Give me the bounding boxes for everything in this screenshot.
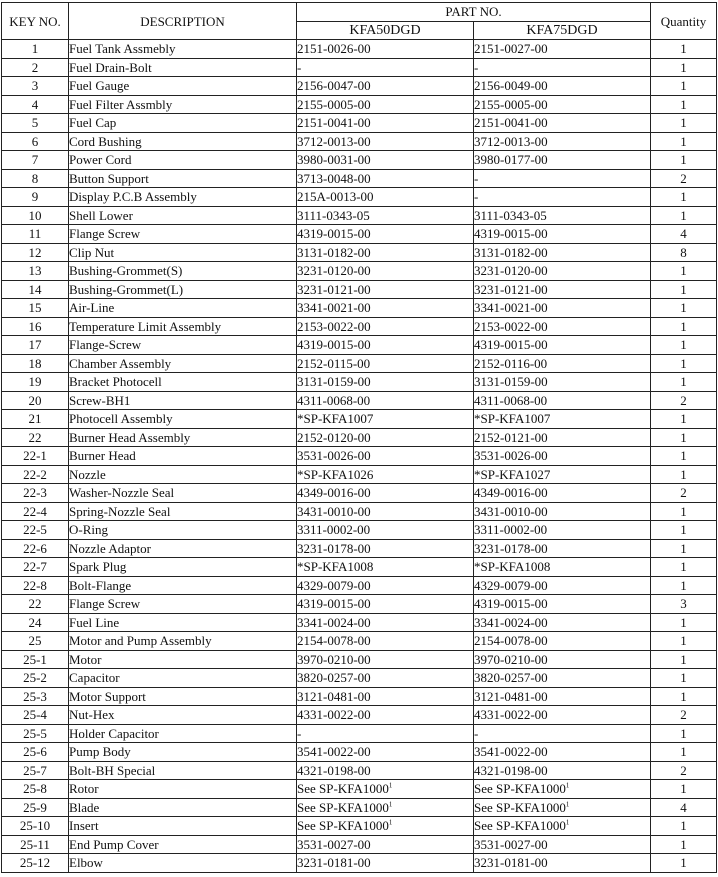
key-no-cell: 18 [2, 354, 69, 373]
table-row [2, 132, 717, 151]
key-no-cell: 22-3 [2, 484, 69, 503]
quantity-cell: 1 [651, 650, 717, 669]
part-no-b-cell: 4349-0016-00 [474, 484, 651, 503]
key-no-cell: 3 [2, 77, 69, 96]
table-row [2, 280, 717, 299]
key-no-cell: 22-1 [2, 447, 69, 466]
footnote-marker: 1 [565, 800, 570, 809]
quantity-cell: 2 [651, 706, 717, 725]
description-cell: Clip Nut [69, 243, 297, 262]
part-no-b-cell: 3231-0121-00 [474, 280, 651, 299]
part-no-a-cell: - [297, 58, 474, 77]
quantity-cell: 1 [651, 521, 717, 540]
key-no-cell: 25-11 [2, 835, 69, 854]
header-model-a: KFA50DGD [297, 21, 474, 40]
description-cell: Bolt-Flange [69, 576, 297, 595]
part-no-a-cell: 3231-0181-00 [297, 854, 474, 873]
key-no-cell: 12 [2, 243, 69, 262]
quantity-cell: 2 [651, 484, 717, 503]
part-no-a-cell: See SP-KFA1000$^1$ [297, 817, 474, 836]
table-row [2, 40, 717, 59]
part-no-a-cell: 2151-0026-00 [297, 40, 474, 59]
quantity-cell: 1 [651, 410, 717, 429]
quantity-cell: 1 [651, 114, 717, 133]
table-row [2, 650, 717, 669]
key-no-cell: 25-7 [2, 761, 69, 780]
part-no-b-cell: 2151-0027-00 [474, 40, 651, 59]
key-no-cell: 24 [2, 613, 69, 632]
quantity-cell: 4 [651, 225, 717, 244]
part-no-a-cell: 3131-0182-00 [297, 243, 474, 262]
key-no-cell: 22-2 [2, 465, 69, 484]
table-row [2, 669, 717, 688]
quantity-cell: 1 [651, 354, 717, 373]
quantity-cell: 1 [651, 262, 717, 281]
part-no-a-cell: 4319-0015-00 [297, 336, 474, 355]
part-no-b-cell: 2155-0005-00 [474, 95, 651, 114]
part-no-a-cell: 2156-0047-00 [297, 77, 474, 96]
quantity-cell: 1 [651, 558, 717, 577]
description-cell: Flange Screw [69, 225, 297, 244]
quantity-cell: 1 [651, 58, 717, 77]
description-cell: Temperature Limit Assembly [69, 317, 297, 336]
part-no-b-cell: - [474, 169, 651, 188]
part-no-a-cell: 3231-0120-00 [297, 262, 474, 281]
key-no-cell: 20 [2, 391, 69, 410]
table-row [2, 502, 717, 521]
table-row [2, 58, 717, 77]
parts-list-table [1, 2, 717, 873]
part-no-b-cell: 4311-0068-00 [474, 391, 651, 410]
part-no-b-cell: 3980-0177-00 [474, 151, 651, 170]
part-no-a-cell: 2153-0022-00 [297, 317, 474, 336]
quantity-cell: 1 [651, 743, 717, 762]
part-no-b-cell: 2153-0022-00 [474, 317, 651, 336]
part-no-b-cell: 3531-0026-00 [474, 447, 651, 466]
quantity-cell: 2 [651, 169, 717, 188]
description-cell: Nozzle Adaptor [69, 539, 297, 558]
part-no-b-cell: 3541-0022-00 [474, 743, 651, 762]
quantity-cell: 1 [651, 539, 717, 558]
description-cell: Air-Line [69, 299, 297, 318]
header-description: DESCRIPTION [69, 3, 297, 40]
key-no-cell: 25-2 [2, 669, 69, 688]
table-row [2, 465, 717, 484]
description-cell: O-Ring [69, 521, 297, 540]
key-no-cell: 25-1 [2, 650, 69, 669]
table-row [2, 835, 717, 854]
key-no-cell: 22-6 [2, 539, 69, 558]
description-cell: Burner Head [69, 447, 297, 466]
part-no-b-cell: 3231-0120-00 [474, 262, 651, 281]
table-row [2, 77, 717, 96]
key-no-cell: 1 [2, 40, 69, 59]
table-row [2, 576, 717, 595]
quantity-cell: 1 [651, 95, 717, 114]
table-row [2, 632, 717, 651]
part-no-b-cell: 4321-0198-00 [474, 761, 651, 780]
part-no-b-cell: 3131-0182-00 [474, 243, 651, 262]
key-no-cell: 21 [2, 410, 69, 429]
description-cell: Power Cord [69, 151, 297, 170]
part-no-b-cell: *SP-KFA1007 [474, 410, 651, 429]
part-no-a-cell: See SP-KFA1000$^1$ [297, 780, 474, 799]
part-no-b-cell: 3820-0257-00 [474, 669, 651, 688]
table-row [2, 354, 717, 373]
key-no-cell: 19 [2, 373, 69, 392]
part-no-a-cell: 3121-0481-00 [297, 687, 474, 706]
part-no-b-cell: - [474, 58, 651, 77]
table-row [2, 761, 717, 780]
description-cell: Nozzle [69, 465, 297, 484]
quantity-cell: 4 [651, 798, 717, 817]
part-no-a-cell: 2152-0115-00 [297, 354, 474, 373]
description-cell: Holder Capacitor [69, 724, 297, 743]
description-cell: Motor and Pump Assembly [69, 632, 297, 651]
description-cell: Motor Support [69, 687, 297, 706]
part-no-b-cell: - [474, 188, 651, 207]
key-no-cell: 22 [2, 428, 69, 447]
description-cell: Pump Body [69, 743, 297, 762]
part-no-a-cell: 3980-0031-00 [297, 151, 474, 170]
quantity-cell: 1 [651, 373, 717, 392]
description-cell: Blade [69, 798, 297, 817]
quantity-cell: 3 [651, 595, 717, 614]
part-no-b-cell: 3341-0024-00 [474, 613, 651, 632]
key-no-cell: 25-8 [2, 780, 69, 799]
quantity-cell: 1 [651, 687, 717, 706]
key-no-cell: 16 [2, 317, 69, 336]
part-no-b-cell: 4319-0015-00 [474, 336, 651, 355]
header-quantity: Quantity [651, 3, 717, 40]
key-no-cell: 5 [2, 114, 69, 133]
description-cell: Spark Plug [69, 558, 297, 577]
table-row [2, 484, 717, 503]
table-row [2, 558, 717, 577]
part-no-a-cell: 3712-0013-00 [297, 132, 474, 151]
key-no-cell: 8 [2, 169, 69, 188]
part-no-a-cell: 3531-0027-00 [297, 835, 474, 854]
part-no-b-cell: - [474, 724, 651, 743]
description-cell: Elbow [69, 854, 297, 873]
table-row [2, 95, 717, 114]
quantity-cell: 1 [651, 854, 717, 873]
table-row [2, 817, 717, 836]
description-cell: Bracket Photocell [69, 373, 297, 392]
quantity-cell: 2 [651, 391, 717, 410]
footnote-marker: 1 [388, 800, 393, 809]
footnote-marker: 1 [388, 818, 393, 827]
description-cell: Cord Bushing [69, 132, 297, 151]
table-row [2, 447, 717, 466]
part-no-b-cell: 2154-0078-00 [474, 632, 651, 651]
part-no-a-cell: 3341-0024-00 [297, 613, 474, 632]
description-cell: Rotor [69, 780, 297, 799]
key-no-cell: 22-5 [2, 521, 69, 540]
table-row [2, 780, 717, 799]
key-no-cell: 2 [2, 58, 69, 77]
description-cell: Chamber Assembly [69, 354, 297, 373]
description-cell: Photocell Assembly [69, 410, 297, 429]
key-no-cell: 4 [2, 95, 69, 114]
part-no-a-cell: 4329-0079-00 [297, 576, 474, 595]
quantity-cell: 1 [651, 724, 717, 743]
table-row [2, 743, 717, 762]
table-row [2, 428, 717, 447]
part-no-a-cell: *SP-KFA1008 [297, 558, 474, 577]
key-no-cell: 25 [2, 632, 69, 651]
description-cell: End Pump Cover [69, 835, 297, 854]
quantity-cell: 1 [651, 632, 717, 651]
quantity-cell: 2 [651, 761, 717, 780]
part-no-a-cell: 3311-0002-00 [297, 521, 474, 540]
description-cell: Fuel Drain-Bolt [69, 58, 297, 77]
key-no-cell: 25-6 [2, 743, 69, 762]
part-no-a-cell: 3531-0026-00 [297, 447, 474, 466]
part-no-a-cell: *SP-KFA1026 [297, 465, 474, 484]
table-row [2, 299, 717, 318]
part-no-a-cell: 2154-0078-00 [297, 632, 474, 651]
quantity-cell: 1 [651, 188, 717, 207]
part-no-a-cell: 2152-0120-00 [297, 428, 474, 447]
key-no-cell: 25-12 [2, 854, 69, 873]
description-cell: Button Support [69, 169, 297, 188]
key-no-cell: 7 [2, 151, 69, 170]
part-no-b-cell: 4319-0015-00 [474, 225, 651, 244]
table-row [2, 391, 717, 410]
key-no-cell: 22-4 [2, 502, 69, 521]
table-row [2, 243, 717, 262]
description-cell: Bushing-Grommet(S) [69, 262, 297, 281]
part-no-b-cell: 2151-0041-00 [474, 114, 651, 133]
description-cell: Washer-Nozzle Seal [69, 484, 297, 503]
description-cell: Capacitor [69, 669, 297, 688]
table-row [2, 317, 717, 336]
footnote-marker: 1 [388, 781, 393, 790]
part-no-b-cell: 4329-0079-00 [474, 576, 651, 595]
part-no-a-cell: 4311-0068-00 [297, 391, 474, 410]
part-no-b-cell: 2152-0116-00 [474, 354, 651, 373]
header-model-b: KFA75DGD [474, 21, 651, 40]
quantity-cell: 1 [651, 317, 717, 336]
part-no-a-cell: 3231-0178-00 [297, 539, 474, 558]
part-no-a-cell: - [297, 724, 474, 743]
part-no-a-cell: 3541-0022-00 [297, 743, 474, 762]
part-no-b-cell: 3121-0481-00 [474, 687, 651, 706]
key-no-cell: 10 [2, 206, 69, 225]
description-cell: Display P.C.B Assembly [69, 188, 297, 207]
key-no-cell: 17 [2, 336, 69, 355]
key-no-cell: 14 [2, 280, 69, 299]
table-row [2, 539, 717, 558]
part-no-b-cell: 3231-0178-00 [474, 539, 651, 558]
quantity-cell: 1 [651, 576, 717, 595]
key-no-cell: 22-8 [2, 576, 69, 595]
quantity-cell: 1 [651, 502, 717, 521]
quantity-cell: 1 [651, 299, 717, 318]
quantity-cell: 1 [651, 77, 717, 96]
part-no-a-cell: 3111-0343-05 [297, 206, 474, 225]
key-no-cell: 22-7 [2, 558, 69, 577]
quantity-cell: 1 [651, 669, 717, 688]
key-no-cell: 9 [2, 188, 69, 207]
part-no-a-cell: 3713-0048-00 [297, 169, 474, 188]
quantity-cell: 1 [651, 447, 717, 466]
description-cell: Fuel Cap [69, 114, 297, 133]
part-no-b-cell: See SP-KFA1000$^1$ [474, 817, 651, 836]
part-no-a-cell: 3431-0010-00 [297, 502, 474, 521]
part-no-a-cell: 4321-0198-00 [297, 761, 474, 780]
footnote-marker: 1 [565, 781, 570, 790]
table-row [2, 114, 717, 133]
header-row-top [2, 3, 717, 22]
quantity-cell: 8 [651, 243, 717, 262]
part-no-a-cell: 3970-0210-00 [297, 650, 474, 669]
table-row [2, 798, 717, 817]
part-no-b-cell: 4331-0022-00 [474, 706, 651, 725]
part-no-b-cell: *SP-KFA1027 [474, 465, 651, 484]
table-row [2, 410, 717, 429]
quantity-cell: 1 [651, 817, 717, 836]
description-cell: Fuel Line [69, 613, 297, 632]
part-no-a-cell: 215A-0013-00 [297, 188, 474, 207]
description-cell: Spring-Nozzle Seal [69, 502, 297, 521]
description-cell: Motor [69, 650, 297, 669]
part-no-b-cell: 3431-0010-00 [474, 502, 651, 521]
key-no-cell: 11 [2, 225, 69, 244]
key-no-cell: 25-5 [2, 724, 69, 743]
quantity-cell: 1 [651, 835, 717, 854]
part-no-b-cell: 3712-0013-00 [474, 132, 651, 151]
key-no-cell: 25-9 [2, 798, 69, 817]
quantity-cell: 1 [651, 428, 717, 447]
quantity-cell: 1 [651, 40, 717, 59]
part-no-a-cell: See SP-KFA1000$^1$ [297, 798, 474, 817]
part-no-b-cell: 3970-0210-00 [474, 650, 651, 669]
table-row [2, 613, 717, 632]
quantity-cell: 1 [651, 206, 717, 225]
key-no-cell: 25-3 [2, 687, 69, 706]
table-row [2, 854, 717, 873]
part-no-b-cell: 3311-0002-00 [474, 521, 651, 540]
key-no-cell: 15 [2, 299, 69, 318]
part-no-a-cell: 4349-0016-00 [297, 484, 474, 503]
part-no-a-cell: 4331-0022-00 [297, 706, 474, 725]
description-cell: Fuel Filter Assmbly [69, 95, 297, 114]
part-no-b-cell: 3111-0343-05 [474, 206, 651, 225]
table-row [2, 169, 717, 188]
quantity-cell: 1 [651, 613, 717, 632]
part-no-b-cell: See SP-KFA1000$^1$ [474, 780, 651, 799]
part-no-a-cell: 2155-0005-00 [297, 95, 474, 114]
quantity-cell: 1 [651, 151, 717, 170]
part-no-a-cell: 3231-0121-00 [297, 280, 474, 299]
table-body [2, 40, 717, 873]
table-row [2, 687, 717, 706]
quantity-cell: 1 [651, 780, 717, 799]
footnote-marker: 1 [565, 818, 570, 827]
description-cell: Burner Head Assembly [69, 428, 297, 447]
description-cell: Insert [69, 817, 297, 836]
description-cell: Bolt-BH Special [69, 761, 297, 780]
header-part-no: PART NO. [297, 3, 651, 22]
part-no-b-cell: 3231-0181-00 [474, 854, 651, 873]
description-cell: Fuel Gauge [69, 77, 297, 96]
part-no-b-cell: *SP-KFA1008 [474, 558, 651, 577]
quantity-cell: 1 [651, 465, 717, 484]
table-row [2, 373, 717, 392]
part-no-a-cell: 3341-0021-00 [297, 299, 474, 318]
header-key-no: KEY NO. [2, 3, 69, 40]
key-no-cell: 22 [2, 595, 69, 614]
description-cell: Flange Screw [69, 595, 297, 614]
table-row [2, 206, 717, 225]
description-cell: Fuel Tank Assmebly [69, 40, 297, 59]
description-cell: Bushing-Grommet(L) [69, 280, 297, 299]
part-no-b-cell: 2156-0049-00 [474, 77, 651, 96]
part-no-b-cell: 4319-0015-00 [474, 595, 651, 614]
table-row [2, 151, 717, 170]
key-no-cell: 25-10 [2, 817, 69, 836]
table-row [2, 188, 717, 207]
part-no-a-cell: 4319-0015-00 [297, 225, 474, 244]
table-row [2, 521, 717, 540]
part-no-b-cell: 3341-0021-00 [474, 299, 651, 318]
part-no-a-cell: 4319-0015-00 [297, 595, 474, 614]
quantity-cell: 1 [651, 280, 717, 299]
table-row [2, 595, 717, 614]
table-row [2, 724, 717, 743]
description-cell: Nut-Hex [69, 706, 297, 725]
part-no-b-cell: 3131-0159-00 [474, 373, 651, 392]
table-row [2, 706, 717, 725]
table-row [2, 225, 717, 244]
part-no-a-cell: 3820-0257-00 [297, 669, 474, 688]
table-row [2, 336, 717, 355]
part-no-b-cell: 3531-0027-00 [474, 835, 651, 854]
part-no-b-cell: See SP-KFA1000$^1$ [474, 798, 651, 817]
table-header [2, 3, 717, 40]
key-no-cell: 13 [2, 262, 69, 281]
description-cell: Shell Lower [69, 206, 297, 225]
quantity-cell: 1 [651, 336, 717, 355]
part-no-a-cell: 2151-0041-00 [297, 114, 474, 133]
part-no-a-cell: *SP-KFA1007 [297, 410, 474, 429]
quantity-cell: 1 [651, 132, 717, 151]
description-cell: Flange-Screw [69, 336, 297, 355]
description-cell: Screw-BH1 [69, 391, 297, 410]
part-no-b-cell: 2152-0121-00 [474, 428, 651, 447]
table-row [2, 262, 717, 281]
key-no-cell: 6 [2, 132, 69, 151]
key-no-cell: 25-4 [2, 706, 69, 725]
part-no-a-cell: 3131-0159-00 [297, 373, 474, 392]
